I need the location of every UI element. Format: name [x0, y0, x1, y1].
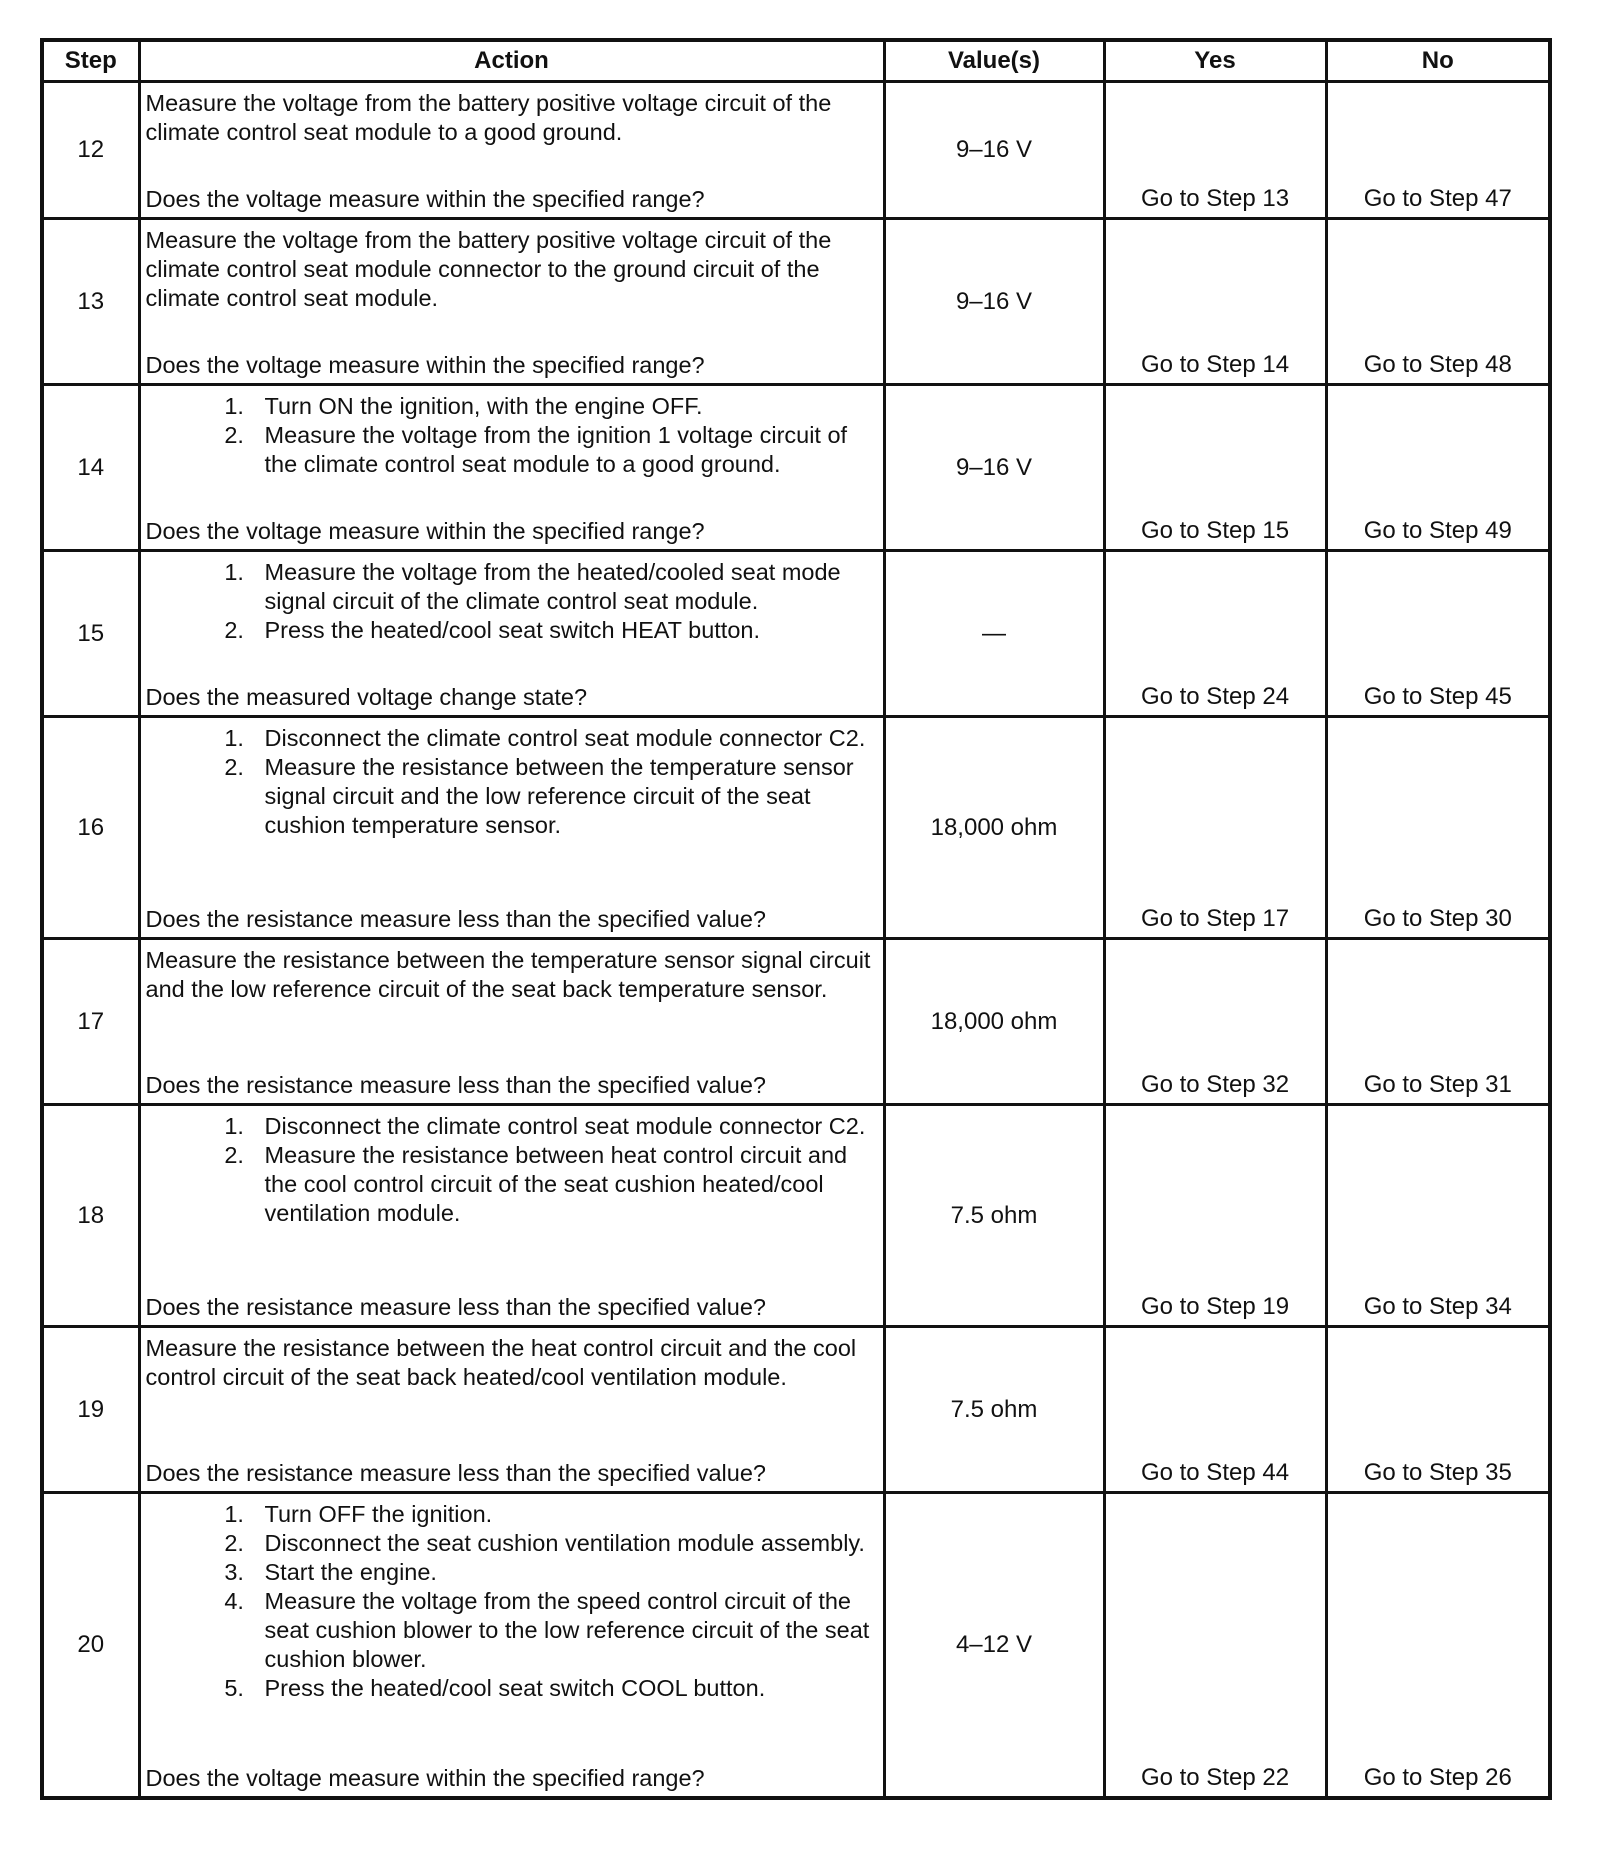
table-row: [42, 82, 1550, 219]
action-content: [146, 1112, 879, 1322]
action-question: Does the voltage measure within the specified range?: [145, 186, 705, 212]
action-content: [146, 558, 879, 712]
yes-cell: Go to Step 32: [1104, 939, 1326, 1105]
action-content: [146, 89, 879, 214]
action-cell: [139, 219, 884, 385]
action-content: [146, 1500, 879, 1793]
action-step-item: 1. Disconnect the climate control seat module connector C2.: [251, 724, 879, 753]
table-row: [42, 551, 1550, 717]
action-text: Measure the resistance between the temperature sensor signal circuit and the low reference circuit of the seat back temperature sensor.: [145, 947, 871, 1002]
table-row: [42, 939, 1550, 1105]
action-question: Does the voltage measure within the specified range?: [145, 1765, 705, 1791]
header-step: Step: [42, 40, 139, 82]
action-cell: [139, 1493, 884, 1799]
step-number: 17: [42, 939, 139, 1105]
header-action: Action: [139, 40, 884, 82]
action-step-list: [146, 558, 879, 645]
table-header: [42, 40, 1550, 82]
action-step-list: [146, 724, 879, 840]
action-text: Measure the voltage from the battery positive voltage circuit of the climate control seat module connector to the ground circuit of the climate control seat module.: [145, 227, 832, 311]
step-number: 12: [42, 82, 139, 219]
table-row: [42, 1493, 1550, 1799]
action-step-item: 5. Press the heated/cool seat switch COOL button.: [251, 1674, 879, 1703]
step-number: 13: [42, 219, 139, 385]
yes-cell: Go to Step 15: [1104, 385, 1326, 551]
action-question: Does the resistance measure less than the specified value?: [145, 906, 766, 932]
action-step-item: 1. Turn ON the ignition, with the engine OFF.: [251, 392, 879, 421]
action-step-item: 3. Start the engine.: [251, 1558, 879, 1587]
action-step-item: 1. Measure the voltage from the heated/cooled seat mode signal circuit of the climate control seat module.: [251, 558, 879, 616]
action-step-list: [146, 392, 879, 479]
value-cell: 9–16 V: [884, 82, 1104, 219]
step-number: 15: [42, 551, 139, 717]
action-step-item: 2. Measure the resistance between heat control circuit and the cool control circuit of the seat cushion heated/cool ventilation module.: [251, 1141, 879, 1228]
no-cell: Go to Step 49: [1326, 385, 1550, 551]
yes-cell: Go to Step 44: [1104, 1327, 1326, 1493]
yes-cell: Go to Step 19: [1104, 1105, 1326, 1327]
value-cell: 4–12 V: [884, 1493, 1104, 1799]
action-question: Does the measured voltage change state?: [145, 684, 588, 710]
action-cell: [139, 717, 884, 939]
yes-cell: Go to Step 22: [1104, 1493, 1326, 1799]
action-question: Does the voltage measure within the specified range?: [145, 518, 705, 544]
action-question: Does the resistance measure less than the specified value?: [145, 1460, 766, 1486]
action-question: Does the voltage measure within the specified range?: [145, 352, 705, 378]
step-number: 18: [42, 1105, 139, 1327]
table-body: [42, 82, 1550, 1799]
action-content: [146, 1334, 879, 1488]
no-cell: Go to Step 31: [1326, 939, 1550, 1105]
table-row: [42, 385, 1550, 551]
table-row: [42, 1105, 1550, 1327]
action-cell: [139, 1327, 884, 1493]
yes-cell: Go to Step 13: [1104, 82, 1326, 219]
action-text: Measure the resistance between the heat control circuit and the cool control circuit of the seat back heated/cool ventilation module.: [145, 1335, 857, 1390]
table-row: [42, 219, 1550, 385]
step-number: 16: [42, 717, 139, 939]
no-cell: Go to Step 35: [1326, 1327, 1550, 1493]
action-content: [146, 724, 879, 934]
action-step-item: 1. Disconnect the climate control seat module connector C2.: [251, 1112, 879, 1141]
action-step-item: 2. Disconnect the seat cushion ventilation module assembly.: [251, 1529, 879, 1558]
header-row: [42, 40, 1550, 82]
action-text: Measure the voltage from the battery positive voltage circuit of the climate control seat module to a good ground.: [145, 90, 832, 145]
action-content: [146, 946, 879, 1100]
no-cell: Go to Step 26: [1326, 1493, 1550, 1799]
value-cell: 7.5 ohm: [884, 1105, 1104, 1327]
action-step-list: [146, 1500, 879, 1703]
yes-cell: Go to Step 17: [1104, 717, 1326, 939]
yes-cell: Go to Step 24: [1104, 551, 1326, 717]
value-cell: 9–16 V: [884, 385, 1104, 551]
value-cell: 18,000 ohm: [884, 939, 1104, 1105]
action-step-item: 4. Measure the voltage from the speed control circuit of the seat cushion blower to the low reference circuit of the seat cushion blower.: [251, 1587, 879, 1674]
action-content: [146, 226, 879, 380]
value-cell: 9–16 V: [884, 219, 1104, 385]
action-cell: [139, 385, 884, 551]
no-cell: Go to Step 48: [1326, 219, 1550, 385]
diagnostic-table: [40, 38, 1552, 1800]
table-row: [42, 717, 1550, 939]
yes-cell: Go to Step 14: [1104, 219, 1326, 385]
value-cell: 18,000 ohm: [884, 717, 1104, 939]
no-cell: Go to Step 34: [1326, 1105, 1550, 1327]
no-cell: Go to Step 47: [1326, 82, 1550, 219]
action-step-list: [146, 1112, 879, 1228]
no-cell: Go to Step 45: [1326, 551, 1550, 717]
value-cell: 7.5 ohm: [884, 1327, 1104, 1493]
step-number: 20: [42, 1493, 139, 1799]
action-cell: [139, 551, 884, 717]
value-cell: —: [884, 551, 1104, 717]
action-question: Does the resistance measure less than the specified value?: [145, 1294, 766, 1320]
action-question: Does the resistance measure less than the specified value?: [145, 1072, 766, 1098]
action-content: [146, 392, 879, 546]
action-cell: [139, 82, 884, 219]
step-number: 14: [42, 385, 139, 551]
action-step-item: 2. Measure the resistance between the temperature sensor signal circuit and the low reference circuit of the seat cushion temperature sensor.: [251, 753, 879, 840]
action-cell: [139, 939, 884, 1105]
action-cell: [139, 1105, 884, 1327]
header-yes: Yes: [1104, 40, 1326, 82]
table-row: [42, 1327, 1550, 1493]
action-step-item: 2. Press the heated/cool seat switch HEAT button.: [251, 616, 879, 645]
no-cell: Go to Step 30: [1326, 717, 1550, 939]
header-values: Value(s): [884, 40, 1104, 82]
header-no: No: [1326, 40, 1550, 82]
action-step-item: 1. Turn OFF the ignition.: [251, 1500, 879, 1529]
action-step-item: 2. Measure the voltage from the ignition 1 voltage circuit of the climate control seat module to a good ground.: [251, 421, 879, 479]
step-number: 19: [42, 1327, 139, 1493]
